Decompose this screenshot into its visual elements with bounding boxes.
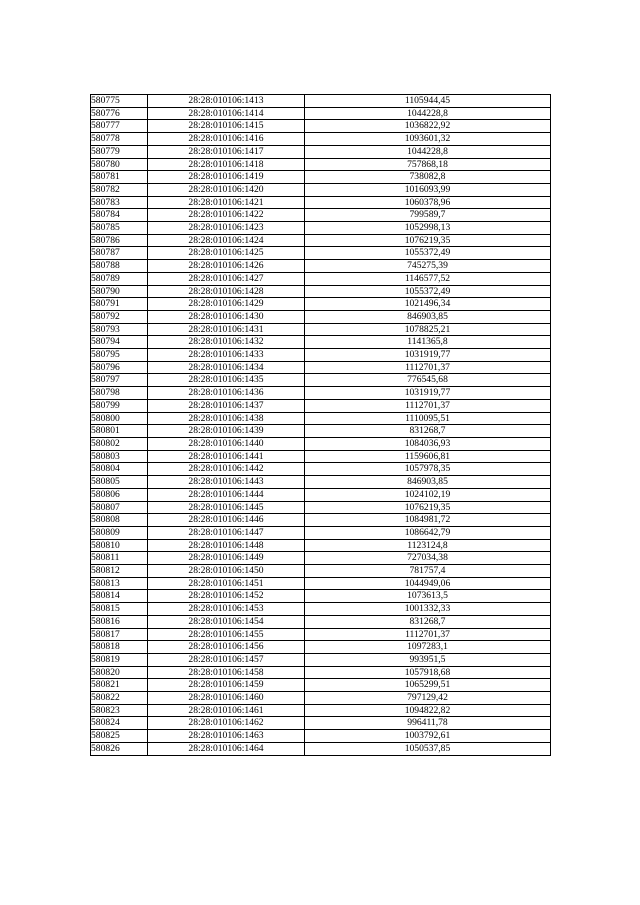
cadastral-number-cell: 28:28:010106:1434 <box>148 361 305 374</box>
record-id-cell: 580801 <box>91 425 148 438</box>
cadastral-number-cell: 28:28:010106:1462 <box>148 717 305 730</box>
cadastral-value-cell: 1097283,1 <box>305 641 551 654</box>
cadastral-value-cell: 1078825,21 <box>305 323 551 336</box>
cadastral-value-cell: 831268,7 <box>305 615 551 628</box>
cadastral-number-cell: 28:28:010106:1464 <box>148 742 305 755</box>
cadastral-value-cell: 1024102,19 <box>305 488 551 501</box>
record-id-cell: 580810 <box>91 539 148 552</box>
table-row <box>91 120 551 133</box>
cadastral-value-cell: 776545,68 <box>305 374 551 387</box>
cadastral-value-cell: 1003792,61 <box>305 730 551 743</box>
table-row <box>91 183 551 196</box>
table-row <box>91 679 551 692</box>
table-row <box>91 107 551 120</box>
table-row <box>91 730 551 743</box>
record-id-cell: 580791 <box>91 298 148 311</box>
table-row <box>91 463 551 476</box>
table-row <box>91 514 551 527</box>
cadastral-value-table <box>90 94 551 756</box>
record-id-cell: 580813 <box>91 577 148 590</box>
table-row <box>91 222 551 235</box>
record-id-cell: 580806 <box>91 488 148 501</box>
cadastral-value-cell: 1141365,8 <box>305 336 551 349</box>
cadastral-number-cell: 28:28:010106:1463 <box>148 730 305 743</box>
table-row <box>91 95 551 108</box>
record-id-cell: 580818 <box>91 641 148 654</box>
cadastral-value-cell: 1084981,72 <box>305 514 551 527</box>
record-id-cell: 580780 <box>91 158 148 171</box>
cadastral-value-cell: 1086642,79 <box>305 526 551 539</box>
table-row <box>91 399 551 412</box>
record-id-cell: 580822 <box>91 692 148 705</box>
record-id-cell: 580820 <box>91 666 148 679</box>
record-id-cell: 580777 <box>91 120 148 133</box>
cadastral-number-cell: 28:28:010106:1441 <box>148 450 305 463</box>
cadastral-value-cell: 1112701,37 <box>305 628 551 641</box>
record-id-cell: 580812 <box>91 565 148 578</box>
cadastral-value-cell: 799589,7 <box>305 209 551 222</box>
table-row <box>91 285 551 298</box>
cadastral-value-cell: 1031919,77 <box>305 349 551 362</box>
table-row <box>91 323 551 336</box>
cadastral-value-cell: 1076219,35 <box>305 501 551 514</box>
record-id-cell: 580797 <box>91 374 148 387</box>
cadastral-value-cell: 1057978,35 <box>305 463 551 476</box>
cadastral-number-cell: 28:28:010106:1458 <box>148 666 305 679</box>
cadastral-number-cell: 28:28:010106:1418 <box>148 158 305 171</box>
table-row <box>91 526 551 539</box>
cadastral-number-cell: 28:28:010106:1435 <box>148 374 305 387</box>
cadastral-value-cell: 1057918,68 <box>305 666 551 679</box>
record-id-cell: 580776 <box>91 107 148 120</box>
table-row <box>91 628 551 641</box>
record-id-cell: 580814 <box>91 590 148 603</box>
cadastral-value-cell: 727034,38 <box>305 552 551 565</box>
table-row <box>91 603 551 616</box>
cadastral-value-cell: 996411,78 <box>305 717 551 730</box>
cadastral-value-cell: 1052998,13 <box>305 222 551 235</box>
record-id-cell: 580779 <box>91 145 148 158</box>
cadastral-number-cell: 28:28:010106:1429 <box>148 298 305 311</box>
cadastral-number-cell: 28:28:010106:1425 <box>148 247 305 260</box>
table-row <box>91 717 551 730</box>
record-id-cell: 580787 <box>91 247 148 260</box>
cadastral-number-cell: 28:28:010106:1452 <box>148 590 305 603</box>
record-id-cell: 580826 <box>91 742 148 755</box>
cadastral-value-cell: 1044228,8 <box>305 107 551 120</box>
record-id-cell: 580816 <box>91 615 148 628</box>
cadastral-value-cell: 1112701,37 <box>305 399 551 412</box>
cadastral-number-cell: 28:28:010106:1421 <box>148 196 305 209</box>
table-row <box>91 171 551 184</box>
table-row <box>91 133 551 146</box>
cadastral-number-cell: 28:28:010106:1414 <box>148 107 305 120</box>
table-row <box>91 145 551 158</box>
cadastral-number-cell: 28:28:010106:1445 <box>148 501 305 514</box>
record-id-cell: 580790 <box>91 285 148 298</box>
cadastral-value-cell: 1065299,51 <box>305 679 551 692</box>
record-id-cell: 580793 <box>91 323 148 336</box>
table-row <box>91 450 551 463</box>
cadastral-value-cell: 1073613,5 <box>305 590 551 603</box>
cadastral-value-cell: 1036822,92 <box>305 120 551 133</box>
cadastral-number-cell: 28:28:010106:1457 <box>148 653 305 666</box>
record-id-cell: 580795 <box>91 349 148 362</box>
record-id-cell: 580788 <box>91 260 148 273</box>
cadastral-number-cell: 28:28:010106:1431 <box>148 323 305 336</box>
record-id-cell: 580798 <box>91 387 148 400</box>
cadastral-number-cell: 28:28:010106:1451 <box>148 577 305 590</box>
cadastral-value-cell: 831268,7 <box>305 425 551 438</box>
cadastral-number-cell: 28:28:010106:1420 <box>148 183 305 196</box>
table-row <box>91 692 551 705</box>
cadastral-number-cell: 28:28:010106:1419 <box>148 171 305 184</box>
table-row <box>91 539 551 552</box>
record-id-cell: 580821 <box>91 679 148 692</box>
cadastral-value-cell: 1016093,99 <box>305 183 551 196</box>
table-row <box>91 387 551 400</box>
record-id-cell: 580809 <box>91 526 148 539</box>
cadastral-value-cell: 846903,85 <box>305 310 551 323</box>
cadastral-value-cell: 1031919,77 <box>305 387 551 400</box>
cadastral-value-cell: 1050537,85 <box>305 742 551 755</box>
record-id-cell: 580807 <box>91 501 148 514</box>
table-row <box>91 577 551 590</box>
cadastral-value-cell: 745275,39 <box>305 260 551 273</box>
table-row <box>91 437 551 450</box>
table-row <box>91 361 551 374</box>
cadastral-value-cell: 993951,5 <box>305 653 551 666</box>
cadastral-value-cell: 1076219,35 <box>305 234 551 247</box>
cadastral-value-cell: 757868,18 <box>305 158 551 171</box>
table-row <box>91 209 551 222</box>
cadastral-value-cell: 1110095,51 <box>305 412 551 425</box>
cadastral-number-cell: 28:28:010106:1437 <box>148 399 305 412</box>
record-id-cell: 580808 <box>91 514 148 527</box>
cadastral-number-cell: 28:28:010106:1460 <box>148 692 305 705</box>
cadastral-number-cell: 28:28:010106:1454 <box>148 615 305 628</box>
cadastral-number-cell: 28:28:010106:1461 <box>148 704 305 717</box>
table-row <box>91 298 551 311</box>
cadastral-number-cell: 28:28:010106:1453 <box>148 603 305 616</box>
cadastral-number-cell: 28:28:010106:1449 <box>148 552 305 565</box>
record-id-cell: 580799 <box>91 399 148 412</box>
record-id-cell: 580775 <box>91 95 148 108</box>
record-id-cell: 580802 <box>91 437 148 450</box>
cadastral-number-cell: 28:28:010106:1422 <box>148 209 305 222</box>
table-row <box>91 158 551 171</box>
cadastral-value-cell: 797129,42 <box>305 692 551 705</box>
record-id-cell: 580783 <box>91 196 148 209</box>
table-row <box>91 425 551 438</box>
cadastral-value-cell: 1105944,45 <box>305 95 551 108</box>
cadastral-number-cell: 28:28:010106:1433 <box>148 349 305 362</box>
cadastral-number-cell: 28:28:010106:1415 <box>148 120 305 133</box>
cadastral-number-cell: 28:28:010106:1456 <box>148 641 305 654</box>
record-id-cell: 580804 <box>91 463 148 476</box>
cadastral-value-cell: 1123124,8 <box>305 539 551 552</box>
table-row <box>91 666 551 679</box>
cadastral-value-cell: 1112701,37 <box>305 361 551 374</box>
cadastral-value-cell: 1084036,93 <box>305 437 551 450</box>
record-id-cell: 580815 <box>91 603 148 616</box>
cadastral-number-cell: 28:28:010106:1455 <box>148 628 305 641</box>
cadastral-value-cell: 1021496,34 <box>305 298 551 311</box>
record-id-cell: 580803 <box>91 450 148 463</box>
record-id-cell: 580794 <box>91 336 148 349</box>
cadastral-number-cell: 28:28:010106:1444 <box>148 488 305 501</box>
cadastral-number-cell: 28:28:010106:1432 <box>148 336 305 349</box>
table-row <box>91 196 551 209</box>
record-id-cell: 580811 <box>91 552 148 565</box>
table-row <box>91 234 551 247</box>
cadastral-value-cell: 1044228,8 <box>305 145 551 158</box>
cadastral-number-cell: 28:28:010106:1448 <box>148 539 305 552</box>
cadastral-value-cell: 781757,4 <box>305 565 551 578</box>
table-body <box>91 95 551 756</box>
cadastral-number-cell: 28:28:010106:1436 <box>148 387 305 400</box>
cadastral-value-cell: 1044949,06 <box>305 577 551 590</box>
cadastral-value-cell: 738082,8 <box>305 171 551 184</box>
table-row <box>91 476 551 489</box>
cadastral-number-cell: 28:28:010106:1450 <box>148 565 305 578</box>
table-row <box>91 742 551 755</box>
table-row <box>91 704 551 717</box>
cadastral-number-cell: 28:28:010106:1430 <box>148 310 305 323</box>
record-id-cell: 580778 <box>91 133 148 146</box>
cadastral-number-cell: 28:28:010106:1438 <box>148 412 305 425</box>
record-id-cell: 580784 <box>91 209 148 222</box>
cadastral-number-cell: 28:28:010106:1426 <box>148 260 305 273</box>
record-id-cell: 580789 <box>91 272 148 285</box>
table-row <box>91 501 551 514</box>
cadastral-number-cell: 28:28:010106:1413 <box>148 95 305 108</box>
table-row <box>91 336 551 349</box>
record-id-cell: 580823 <box>91 704 148 717</box>
cadastral-number-cell: 28:28:010106:1443 <box>148 476 305 489</box>
record-id-cell: 580800 <box>91 412 148 425</box>
table-row <box>91 412 551 425</box>
table-row <box>91 247 551 260</box>
table-row <box>91 349 551 362</box>
cadastral-value-cell: 1060378,96 <box>305 196 551 209</box>
table-row <box>91 552 551 565</box>
table-row <box>91 641 551 654</box>
table-row <box>91 488 551 501</box>
table-row <box>91 272 551 285</box>
cadastral-number-cell: 28:28:010106:1428 <box>148 285 305 298</box>
cadastral-value-cell: 1159606,81 <box>305 450 551 463</box>
table-row <box>91 653 551 666</box>
cadastral-number-cell: 28:28:010106:1446 <box>148 514 305 527</box>
record-id-cell: 580817 <box>91 628 148 641</box>
table-row <box>91 374 551 387</box>
record-id-cell: 580819 <box>91 653 148 666</box>
cadastral-number-cell: 28:28:010106:1424 <box>148 234 305 247</box>
record-id-cell: 580781 <box>91 171 148 184</box>
cadastral-value-cell: 1055372,49 <box>305 285 551 298</box>
record-id-cell: 580805 <box>91 476 148 489</box>
cadastral-number-cell: 28:28:010106:1442 <box>148 463 305 476</box>
cadastral-number-cell: 28:28:010106:1423 <box>148 222 305 235</box>
record-id-cell: 580824 <box>91 717 148 730</box>
record-id-cell: 580796 <box>91 361 148 374</box>
cadastral-value-cell: 1093601,32 <box>305 133 551 146</box>
table-row <box>91 260 551 273</box>
table-row <box>91 310 551 323</box>
table-row <box>91 565 551 578</box>
cadastral-number-cell: 28:28:010106:1459 <box>148 679 305 692</box>
cadastral-value-cell: 1146577,52 <box>305 272 551 285</box>
record-id-cell: 580825 <box>91 730 148 743</box>
cadastral-value-cell: 846903,85 <box>305 476 551 489</box>
cadastral-value-cell: 1001332,33 <box>305 603 551 616</box>
cadastral-number-cell: 28:28:010106:1440 <box>148 437 305 450</box>
record-id-cell: 580782 <box>91 183 148 196</box>
record-id-cell: 580786 <box>91 234 148 247</box>
cadastral-value-cell: 1094822,82 <box>305 704 551 717</box>
cadastral-value-cell: 1055372,49 <box>305 247 551 260</box>
cadastral-number-cell: 28:28:010106:1417 <box>148 145 305 158</box>
table-row <box>91 590 551 603</box>
cadastral-number-cell: 28:28:010106:1447 <box>148 526 305 539</box>
cadastral-number-cell: 28:28:010106:1439 <box>148 425 305 438</box>
table-row <box>91 615 551 628</box>
record-id-cell: 580792 <box>91 310 148 323</box>
cadastral-number-cell: 28:28:010106:1416 <box>148 133 305 146</box>
record-id-cell: 580785 <box>91 222 148 235</box>
cadastral-number-cell: 28:28:010106:1427 <box>148 272 305 285</box>
